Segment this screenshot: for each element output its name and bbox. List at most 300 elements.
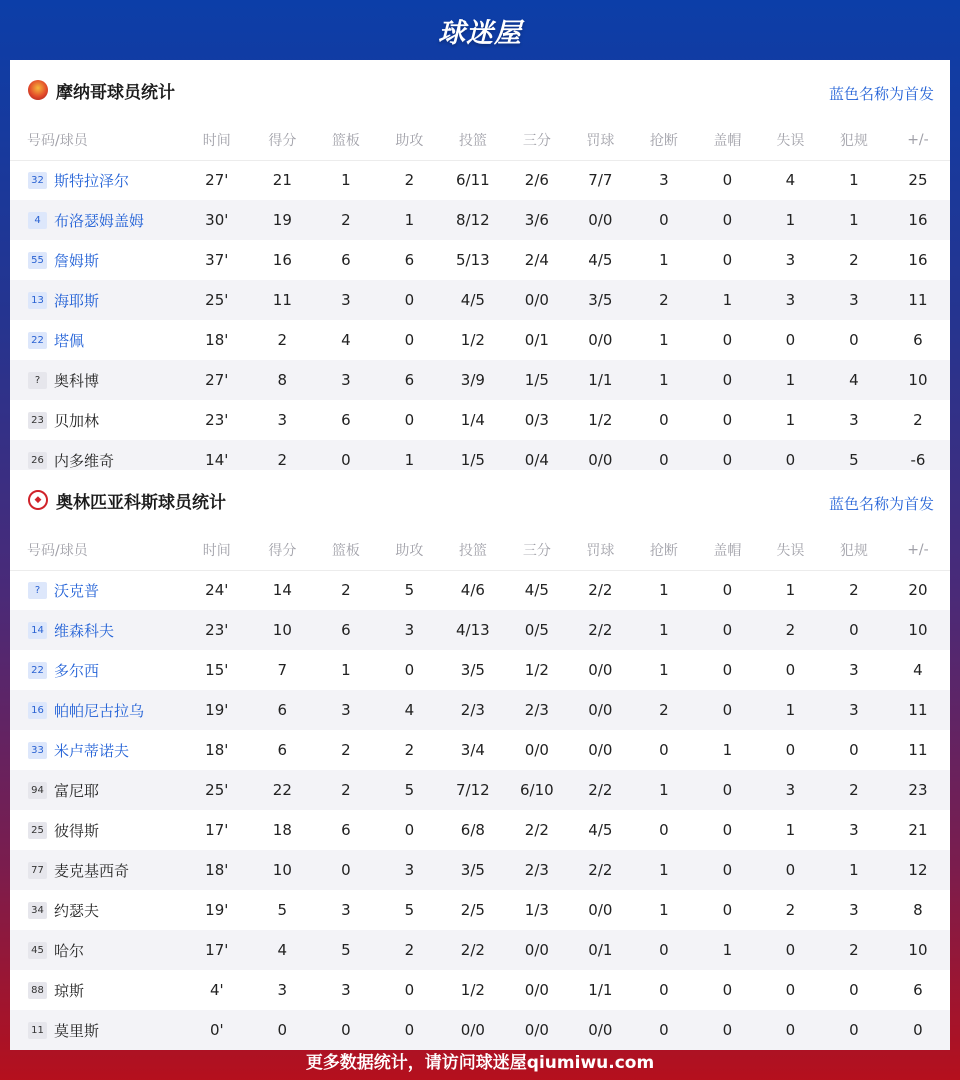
stat-cell: 1: [785, 411, 796, 429]
stat-cell: 1/1: [569, 360, 632, 400]
player-name: 斯特拉泽尔: [54, 171, 130, 190]
stat-cell: 11: [886, 690, 950, 730]
stat-cell: 0: [759, 930, 822, 970]
stat-cell: 0: [722, 171, 733, 190]
table-row: [10, 690, 950, 730]
stat-cell: 3: [378, 610, 441, 650]
stat-cell: 1: [632, 770, 696, 810]
table-row: [10, 650, 950, 690]
stat-cell: 4: [251, 930, 314, 970]
stat-cell: 4': [209, 981, 224, 999]
stat-cell: 4/5: [588, 821, 613, 839]
column-header: 篮板: [314, 120, 378, 160]
jersey-number-badge: 22: [28, 662, 47, 679]
stat-cell: 3: [849, 821, 859, 839]
stat-cell: 1/3: [524, 901, 549, 919]
team-panel-monaco: [10, 60, 950, 470]
stat-cell: 1: [378, 200, 441, 240]
column-header: 篮板: [314, 530, 378, 570]
stat-cell: 0: [659, 821, 669, 839]
stat-cell: 0/0: [569, 200, 632, 240]
stat-cell: 18': [183, 850, 251, 890]
stat-cell: 6: [251, 690, 314, 730]
stat-cell: 3/5: [569, 280, 632, 320]
stat-cell: 1/5: [505, 360, 569, 400]
jersey-number-badge: 14: [28, 622, 47, 639]
stat-cell: 0: [785, 661, 796, 679]
stat-cell: 0: [404, 661, 415, 679]
player-cell: [10, 320, 183, 360]
stat-cell: 1: [659, 251, 669, 269]
player-cell: [10, 570, 183, 610]
stat-cell: 0: [696, 360, 759, 400]
starter-legend: 蓝色名称为首发: [828, 84, 934, 103]
stat-cell: 2: [341, 581, 351, 600]
jersey-number-badge: 16: [28, 702, 47, 719]
stat-cell: 6: [341, 251, 351, 269]
stat-cell: 2: [913, 411, 923, 429]
column-header: 犯规: [822, 120, 886, 160]
stat-cell: 23': [205, 411, 229, 429]
stat-cell: 17': [205, 821, 229, 839]
stat-cell: 0: [722, 581, 733, 600]
column-header: 得分: [251, 120, 314, 160]
stat-cell: 10: [886, 930, 950, 970]
stat-cell: 1: [632, 850, 696, 890]
stat-cell: 3: [822, 280, 886, 320]
stat-cell: 3: [759, 770, 822, 810]
jersey-number-badge: 32: [28, 172, 47, 189]
stat-cell: 3: [341, 901, 351, 919]
stat-cell: 1: [785, 821, 796, 839]
stat-cell: 0: [849, 331, 859, 349]
stat-cell: 0: [696, 200, 759, 240]
table-row: [10, 280, 950, 320]
player-cell: [10, 770, 183, 810]
stat-cell: 0: [722, 981, 733, 999]
column-header: 号码/球员: [10, 120, 183, 160]
stat-cell: 0: [632, 930, 696, 970]
stat-cell: 6: [378, 360, 441, 400]
team-header: [10, 60, 950, 120]
stat-cell: 1: [759, 200, 822, 240]
stat-cell: 0: [659, 741, 669, 759]
player-name: 内多维奇: [54, 451, 115, 470]
jersey-number-badge: 33: [28, 742, 47, 759]
team-header: [10, 470, 950, 530]
stat-cell: 2/3: [441, 690, 505, 730]
stat-cell: 2: [632, 690, 696, 730]
stat-cell: 10: [251, 610, 314, 650]
stat-cell: 6/10: [505, 770, 569, 810]
player-name: 海耶斯: [54, 291, 100, 310]
column-header: 助攻: [378, 120, 441, 160]
stat-cell: 0: [378, 1010, 441, 1050]
player-name: 沃克普: [54, 581, 100, 600]
column-header: 投篮: [441, 530, 505, 570]
stat-cell: 3: [785, 251, 796, 269]
column-header: 盖帽: [696, 120, 759, 160]
stat-cell: 11: [886, 280, 950, 320]
column-header: 助攻: [378, 530, 441, 570]
stat-cell: 1: [696, 280, 759, 320]
stat-cell: 4: [822, 360, 886, 400]
stat-cell: 2/2: [441, 930, 505, 970]
stat-cell: 4/5: [588, 251, 613, 269]
stat-cell: 1: [341, 661, 351, 679]
footer-banner: [0, 1040, 960, 1080]
stat-cell: 25': [183, 280, 251, 320]
stat-cell: 2: [404, 171, 415, 190]
player-name: 莫里斯: [54, 1021, 100, 1040]
player-name: 多尔西: [54, 661, 100, 680]
player-name: 布洛瑟姆盖姆: [54, 211, 145, 230]
stat-cell: 0: [696, 610, 759, 650]
table-row: [10, 240, 950, 280]
table-row: [10, 400, 950, 440]
table-row: [10, 730, 950, 770]
brand-logo: 球迷屋: [438, 17, 522, 49]
stat-cell: 0: [759, 440, 822, 480]
stat-cell: 16: [908, 251, 928, 269]
stat-cell: 0: [404, 411, 415, 429]
stat-cell: 0: [722, 901, 733, 919]
stat-cell: 1: [659, 661, 669, 679]
stat-cell: 14': [183, 440, 251, 480]
stat-cell: 0/0: [588, 901, 613, 919]
stat-cell: 1/1: [588, 981, 613, 999]
stat-cell: 2: [314, 200, 378, 240]
stat-cell: 30': [183, 200, 251, 240]
olympiacos-crest-icon: ◆: [28, 490, 48, 510]
stat-cell: 2/2: [569, 770, 632, 810]
stat-cell: 2/6: [524, 171, 549, 190]
stat-cell: 3: [849, 661, 859, 679]
player-cell: [10, 970, 183, 1010]
player-cell: [10, 730, 183, 770]
player-cell: [10, 160, 183, 200]
monaco-crest-icon: [28, 80, 48, 100]
table-header-row: [10, 120, 950, 160]
stat-cell: 0: [378, 280, 441, 320]
stat-cell: 23: [886, 770, 950, 810]
stat-cell: 22: [251, 770, 314, 810]
stat-cell: 2: [314, 770, 378, 810]
stat-cell: 0: [722, 411, 733, 429]
stat-cell: 1/2: [460, 331, 485, 349]
table-row: [10, 810, 950, 850]
stat-cell: 1: [341, 171, 351, 190]
table-row: [10, 160, 950, 200]
stat-cell: 4/5: [524, 581, 549, 600]
stat-cell: 1: [659, 331, 669, 349]
stat-cell: 6: [314, 610, 378, 650]
player-cell: [10, 810, 183, 850]
column-header: +/-: [886, 530, 950, 570]
stat-cell: 0/0: [524, 741, 549, 759]
stat-cell: 0: [722, 821, 733, 839]
stat-cell: 0/3: [524, 411, 549, 429]
jersey-number-badge: 34: [28, 902, 47, 919]
table-row: [10, 200, 950, 240]
stat-cell: 3: [849, 411, 859, 429]
stat-cell: 0: [849, 981, 859, 999]
jersey-number-badge: 22: [28, 332, 47, 349]
stat-cell: 2: [632, 280, 696, 320]
stat-cell: 0: [759, 1010, 822, 1050]
team-title: 摩纳哥球员统计: [56, 82, 175, 103]
stat-cell: 27': [205, 171, 229, 190]
stat-cell: 1: [632, 610, 696, 650]
column-header: 号码/球员: [10, 530, 183, 570]
table-row: [10, 890, 950, 930]
stat-cell: 25': [183, 770, 251, 810]
stat-cell: 0/5: [505, 610, 569, 650]
stat-cell: 18': [205, 331, 229, 349]
stat-cell: 1/5: [441, 440, 505, 480]
starter-legend: 蓝色名称为首发: [828, 494, 934, 513]
jersey-number-badge: ?: [28, 582, 47, 599]
jersey-number-badge: 23: [28, 412, 47, 429]
stat-cell: 4: [378, 690, 441, 730]
stat-cell: 3/9: [441, 360, 505, 400]
player-cell: [10, 200, 183, 240]
stat-cell: 14: [272, 581, 292, 600]
table-row: [10, 970, 950, 1010]
stat-cell: 15': [205, 661, 229, 679]
stat-cell: 2/3: [505, 850, 569, 890]
stat-cell: 1/2: [524, 661, 549, 679]
stat-cell: 0: [722, 251, 733, 269]
jersey-number-badge: 55: [28, 252, 47, 269]
stat-cell: 0: [822, 1010, 886, 1050]
stat-cell: 4: [785, 171, 796, 190]
column-header: 失误: [759, 530, 822, 570]
stat-cell: 1: [722, 741, 733, 759]
stat-cell: 4/13: [441, 610, 505, 650]
stat-cell: 2/5: [460, 901, 485, 919]
stat-cell: 6: [913, 331, 923, 349]
stat-cell: 23': [183, 610, 251, 650]
stat-cell: 2: [849, 251, 859, 269]
column-header: 抢断: [632, 120, 696, 160]
stat-cell: 10: [251, 850, 314, 890]
column-header: 犯规: [822, 530, 886, 570]
stat-cell: 0/1: [524, 331, 549, 349]
stat-cell: 3: [759, 280, 822, 320]
stat-cell: 0: [722, 661, 733, 679]
stat-cell: 1: [785, 581, 796, 600]
jersey-number-badge: 26: [28, 452, 47, 469]
stat-cell: 27': [183, 360, 251, 400]
stat-cell: 0/1: [569, 930, 632, 970]
stat-cell: 2: [404, 741, 415, 759]
stat-cell: 5: [822, 440, 886, 480]
stat-cell: 6: [277, 741, 288, 759]
stat-cell: 19': [183, 690, 251, 730]
stat-cell: 0/0: [505, 280, 569, 320]
stat-cell: 0/0: [569, 440, 632, 480]
stat-cell: 2: [785, 901, 796, 919]
stat-cell: 0/0: [505, 930, 569, 970]
table-row: [10, 320, 950, 360]
stat-cell: 10: [886, 610, 950, 650]
stat-cell: 0/0: [569, 1010, 632, 1050]
stat-cell: 0: [404, 821, 415, 839]
stat-cell: 0: [404, 331, 415, 349]
stat-cell: 1: [759, 690, 822, 730]
stat-cell: 3/6: [505, 200, 569, 240]
stat-cell: 5: [277, 901, 288, 919]
stat-cell: 1/2: [460, 981, 485, 999]
stat-cell: 0: [759, 850, 822, 890]
player-cell: [10, 930, 183, 970]
table-row: [10, 770, 950, 810]
stat-cell: 0/0: [441, 1010, 505, 1050]
stat-cell: 6: [341, 821, 351, 839]
player-name: 哈尔: [54, 941, 85, 960]
jersey-number-badge: 11: [28, 1022, 47, 1039]
stat-cell: 19: [251, 200, 314, 240]
stat-cell: 0: [404, 981, 415, 999]
stat-cell: 2/2: [588, 581, 613, 600]
stat-cell: 7/12: [441, 770, 505, 810]
player-cell: [10, 890, 183, 930]
player-name: 富尼耶: [54, 781, 100, 800]
app-header: [0, 0, 960, 60]
stat-cell: 2/3: [505, 690, 569, 730]
stat-cell: 0: [696, 1010, 759, 1050]
stat-cell: 0: [314, 850, 378, 890]
jersey-number-badge: 4: [28, 212, 47, 229]
footer-text: 更多数据统计，请访问球迷屋qiumiwu.com: [305, 1052, 655, 1073]
stat-cell: 2/4: [524, 251, 549, 269]
stat-cell: 1: [659, 581, 669, 600]
stat-cell: 10: [886, 360, 950, 400]
stat-cell: 2/2: [524, 821, 549, 839]
stat-cell: 16: [886, 200, 950, 240]
stat-cell: 5: [314, 930, 378, 970]
jersey-number-badge: ?: [28, 372, 47, 389]
player-cell: [10, 400, 183, 440]
stat-cell: 3: [822, 690, 886, 730]
team-panel-olympiacos: [10, 470, 950, 1040]
player-cell: [10, 650, 183, 690]
stat-cell: 3/5: [460, 661, 485, 679]
stat-cell: 2: [822, 770, 886, 810]
player-cell: [10, 360, 183, 400]
stat-cell: 6: [913, 981, 923, 999]
stat-cell: 0: [314, 1010, 378, 1050]
column-header: 抢断: [632, 530, 696, 570]
player-name: 贝加林: [54, 411, 100, 430]
stat-cell: 2: [341, 741, 351, 759]
stat-cell: 3: [314, 360, 378, 400]
stat-cell: 1: [659, 901, 669, 919]
player-cell: [10, 610, 183, 650]
stat-cell: 4/6: [460, 581, 485, 600]
stat-cell: 2: [822, 930, 886, 970]
stats-table: [10, 120, 950, 480]
stat-cell: 0/0: [569, 690, 632, 730]
column-header: 失误: [759, 120, 822, 160]
stat-cell: 1/2: [588, 411, 613, 429]
stat-cell: 21: [908, 821, 928, 839]
stat-cell: 0: [822, 610, 886, 650]
stat-cell: 5: [404, 901, 415, 919]
stat-cell: 3/4: [460, 741, 485, 759]
column-header: 时间: [183, 530, 251, 570]
stat-cell: 8/12: [441, 200, 505, 240]
stat-cell: 12: [886, 850, 950, 890]
stat-cell: 0: [785, 981, 796, 999]
stat-cell: 1: [822, 200, 886, 240]
stat-cell: 17': [183, 930, 251, 970]
stat-cell: 18: [272, 821, 292, 839]
stat-cell: 0/4: [505, 440, 569, 480]
jersey-number-badge: 77: [28, 862, 47, 879]
stat-cell: 4/5: [441, 280, 505, 320]
stat-cell: 5/13: [456, 251, 490, 269]
table-row: [10, 570, 950, 610]
stat-cell: 1: [696, 930, 759, 970]
stat-cell: 5: [404, 581, 415, 600]
column-header: 得分: [251, 530, 314, 570]
stat-cell: 6/8: [460, 821, 485, 839]
column-header: +/-: [886, 120, 950, 160]
column-header: 罚球: [569, 530, 632, 570]
player-name: 米卢蒂诺夫: [54, 741, 130, 760]
player-name: 詹姆斯: [54, 251, 100, 270]
stat-cell: 0/0: [588, 661, 613, 679]
player-cell: [10, 850, 183, 890]
stat-cell: 8: [251, 360, 314, 400]
stat-cell: 37': [205, 251, 229, 269]
stat-cell: 6/11: [456, 171, 490, 190]
jersey-number-badge: 25: [28, 822, 47, 839]
stat-cell: 1/4: [460, 411, 485, 429]
player-name: 帕帕尼古拉乌: [54, 701, 145, 720]
stat-cell: 4: [913, 661, 923, 679]
stat-cell: 7/7: [588, 171, 613, 190]
stat-cell: 20: [908, 581, 928, 600]
stat-cell: 6: [404, 251, 415, 269]
player-name: 麦克基西奇: [54, 861, 130, 880]
stat-cell: 0/0: [524, 981, 549, 999]
stat-cell: 0: [785, 741, 796, 759]
player-name: 琼斯: [54, 981, 85, 1000]
stat-cell: 2: [277, 331, 288, 349]
stat-cell: 0/0: [505, 1010, 569, 1050]
jersey-number-badge: 94: [28, 782, 47, 799]
player-cell: [10, 690, 183, 730]
stat-cell: 3: [849, 901, 859, 919]
stat-cell: 2/2: [569, 610, 632, 650]
stat-cell: 3: [277, 981, 288, 999]
team-title: 奥林匹亚科斯球员统计: [56, 492, 226, 513]
stat-cell: 0: [696, 770, 759, 810]
stat-cell: 0: [632, 440, 696, 480]
stat-cell: 2: [251, 440, 314, 480]
stat-cell: 16: [272, 251, 292, 269]
jersey-number-badge: 88: [28, 982, 47, 999]
stat-cell: 0: [722, 331, 733, 349]
stat-cell: 0: [251, 1010, 314, 1050]
stat-cell: 3/5: [441, 850, 505, 890]
player-name: 塔佩: [54, 331, 85, 350]
stat-cell: 21: [272, 171, 292, 190]
player-name: 彼得斯: [54, 821, 100, 840]
